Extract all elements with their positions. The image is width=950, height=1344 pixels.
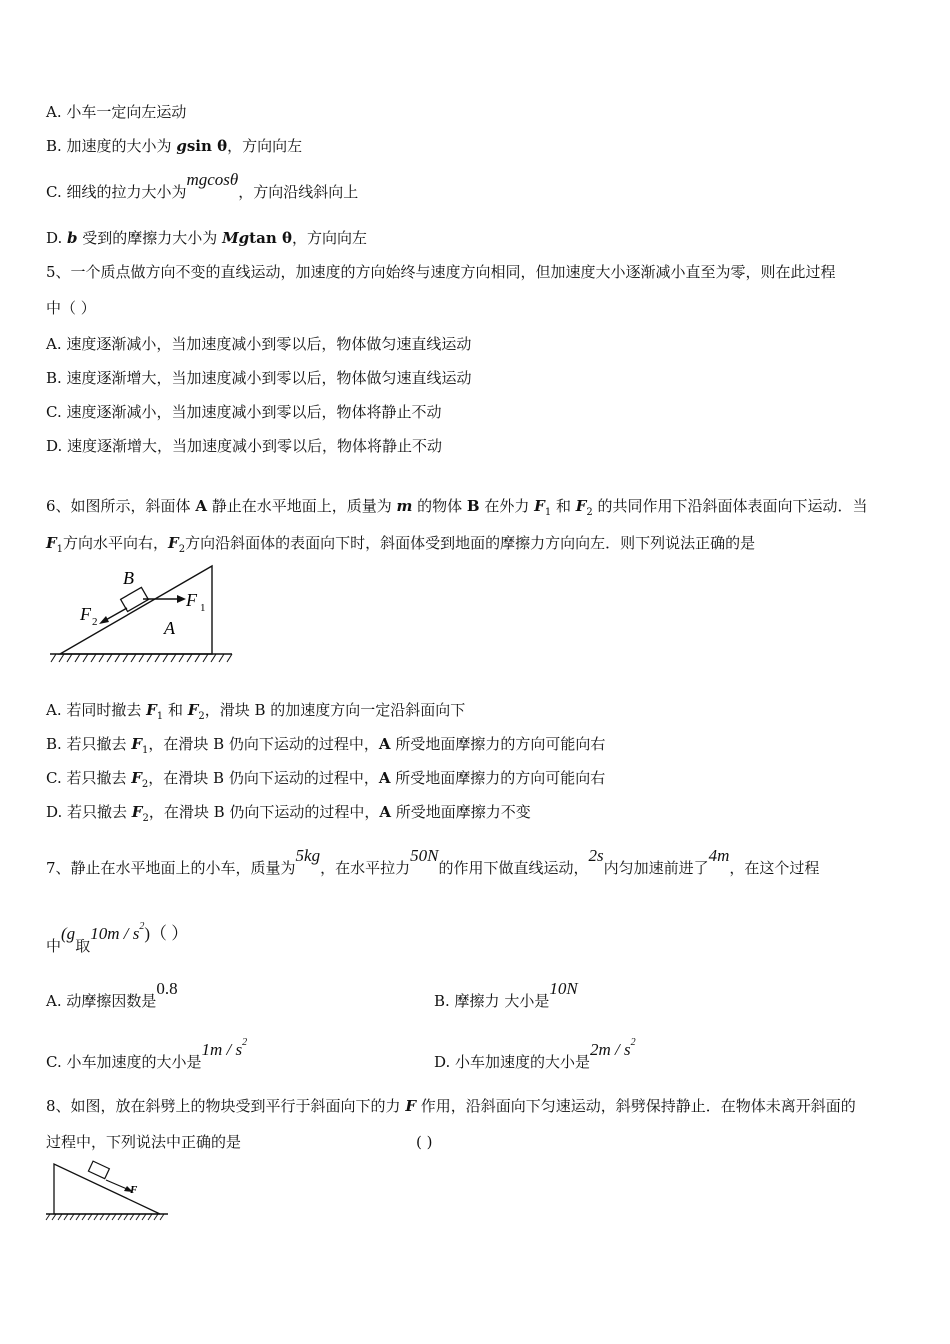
q6-stem-line2: $F_1$方向水平向右，$F_2$方向沿斜面体的表面向下时，斜面体受到地面的摩擦力方向向左．则下列说法正确的是 <box>46 534 756 555</box>
q8-stem-line2: 过程中，下列说法中正确的是 <box>46 1133 242 1151</box>
q5-option-a: A. 速度逐渐减小，当加速度减小到零以后，物体做匀速直线运动 <box>46 335 472 353</box>
q7-stem-line2: 中(g取$10m / s^2$)（ ） <box>46 921 189 955</box>
q6-option-d: D. 若只撤去 $F_2$，在滑块 B 仍向下运动的过程中，A 所受地面摩擦力不变 <box>46 803 531 824</box>
fig-label-a: A <box>164 618 175 638</box>
svg-text:2: 2 <box>92 616 98 628</box>
q6-option-a: A. 若同时撤去 $F_1$ 和 $F_2$，滑块 B 的加速度方向一定沿斜面向下 <box>46 701 466 722</box>
q6-stem-line1: 6、如图所示，斜面体 A 静止在水平地面上，质量为 m 的物体 B 在外力 $F_1$ 和 $F_2$ 的共同作用下沿斜面体表面向下运动．当 <box>46 497 868 518</box>
q7-option-c: C. 小车加速度的大小是$1m / s^2$ <box>46 1037 248 1071</box>
q7-option-b: B. 摩擦力 大小是10N <box>434 979 578 1010</box>
q5-stem-line1: 5、一个质点做方向不变的直线运动，加速度的方向始终与速度方向相同，但加速度大小逐渐减小直至为零，则在此过程 <box>46 263 836 281</box>
block <box>88 1161 109 1179</box>
fig-label-f1: F <box>186 590 197 610</box>
q4-option-a: A. 小车一定向左运动 <box>46 103 187 121</box>
q4-option-c: C. 细线的拉力大小为mgcosθ，方向沿线斜向上 <box>46 170 359 201</box>
q7-option-d: D. 小车加速度的大小是$2m / s^2$ <box>434 1037 636 1071</box>
q7-option-a: A. 动摩擦因数是0.8 <box>46 979 178 1010</box>
q5-stem-line2: 中（ ） <box>46 299 96 317</box>
q4-c-formula: mgcosθ <box>186 170 239 189</box>
q5-option-d: D. 速度逐渐增大，当加速度减小到零以后，物体将静止不动 <box>46 437 443 455</box>
q6-option-c: C. 若只撤去 $F_2$，在滑块 B 仍向下运动的过程中，A 所受地面摩擦力的方向可能向右 <box>46 769 606 790</box>
q8-answer-paren: ( ) <box>416 1133 433 1151</box>
q5-option-c: C. 速度逐渐减小，当加速度减小到零以后，物体将静止不动 <box>46 403 442 421</box>
fig-label-f2: F <box>80 604 91 624</box>
q4-option-d: D. b 受到的摩擦力大小为 Mgtan θ，方向向左 <box>46 229 367 247</box>
q4-option-b: B. 加速度的大小为 gsin θ，方向向左 <box>46 137 303 155</box>
q6-option-b: B. 若只撤去 $F_1$，在滑块 B 仍向下运动的过程中，A 所受地面摩擦力的方向可能向右 <box>46 735 606 756</box>
q7-stem-line1: 7、静止在水平地面上的小车，质量为5kg，在水平拉力50N的作用下做直线运动，2s内匀加速前进了4m，在这个过程 <box>46 846 820 877</box>
q8-stem-line1: 8、如图，放在斜劈上的物块受到平行于斜面向下的力 F 作用，沿斜面向下匀速运动，斜劈保持静止．在物体未离开斜面的 <box>46 1097 856 1115</box>
q8-wedge-figure <box>44 1160 172 1224</box>
fig-label-b: B <box>123 568 134 588</box>
fig-label-f: F <box>130 1184 138 1196</box>
q6-incline-figure <box>46 562 236 672</box>
q5-option-b: B. 速度逐渐增大，当加速度减小到零以后，物体做匀速直线运动 <box>46 369 472 387</box>
svg-text:1: 1 <box>200 602 206 614</box>
